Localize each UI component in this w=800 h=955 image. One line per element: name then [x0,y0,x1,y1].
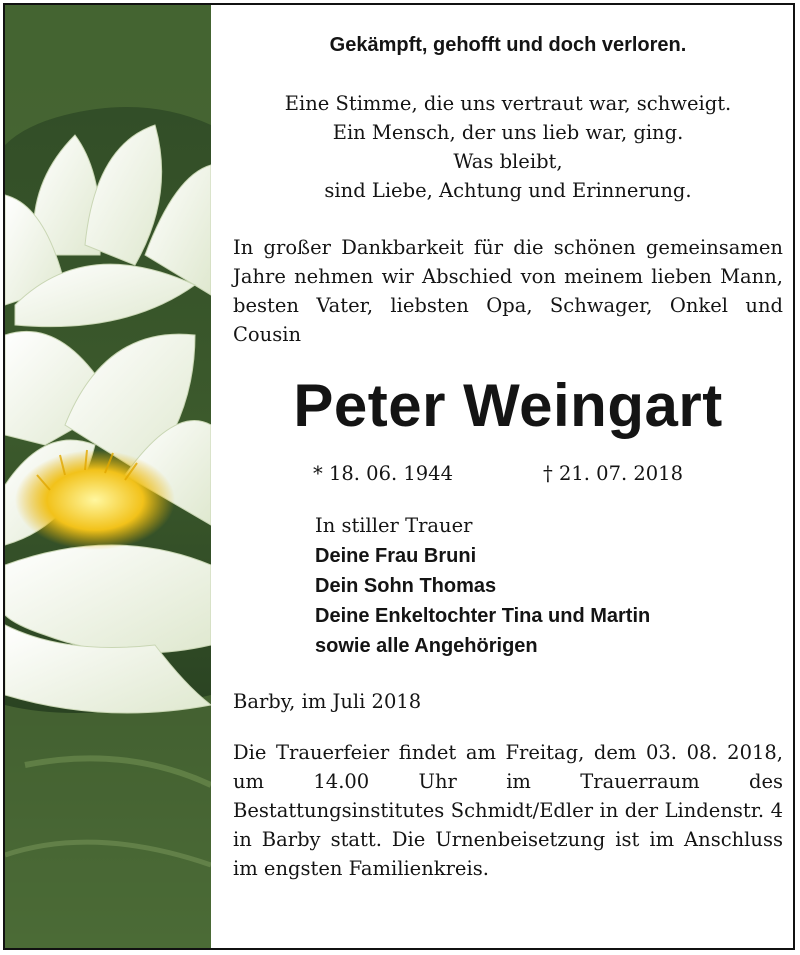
ceremony-info: Die Trauerfeier findet am Freitag, dem 03. 08. 2018, um 14.00 Uhr im Trauerraum des Bestattungsinstitutes Schmidt/Edler in der Lindenstr. 4 in Barby statt. Die Urnenbeisetzung ist im Anschluss im engsten Familienkreis. [233,741,783,880]
mourner: Deine Enkeltochter Tina und Martin [315,605,651,627]
life-dates [233,459,783,489]
mourners-intro: In stiller Trauer [315,514,473,537]
mourner: sowie alle Angehörigen [315,635,538,657]
water-lily-image [5,5,211,948]
poem-line: Eine Stimme, die uns vertraut war, schweigt. [284,92,732,115]
poem-line: Was bleibt, [453,150,563,173]
mourner: Dein Sohn Thomas [315,575,497,597]
obituary-text [233,31,783,883]
obituary-notice [3,3,795,950]
poem-line: Ein Mensch, der uns lieb war, ging. [332,121,684,144]
deceased-name: Peter Weingart [293,372,723,439]
birth-date: * 18. 06. 1944 [313,462,453,485]
place-date: Barby, im Juli 2018 [233,690,422,713]
heading: Gekämpft, gehofft und doch verloren. [329,34,687,56]
poem-line: sind Liebe, Achtung und Erinnerung. [324,179,692,202]
mourners-block [315,511,783,661]
death-date: † 21. 07. 2018 [543,462,683,485]
mourner: Deine Frau Bruni [315,545,477,567]
intro-paragraph: In großer Dankbarkeit für die schönen gemeinsamen Jahre nehmen wir Abschied von meinem lieben Mann, besten Vater, liebsten Opa, Schwager, Onkel und Cousin [233,236,783,346]
poem [233,89,783,205]
